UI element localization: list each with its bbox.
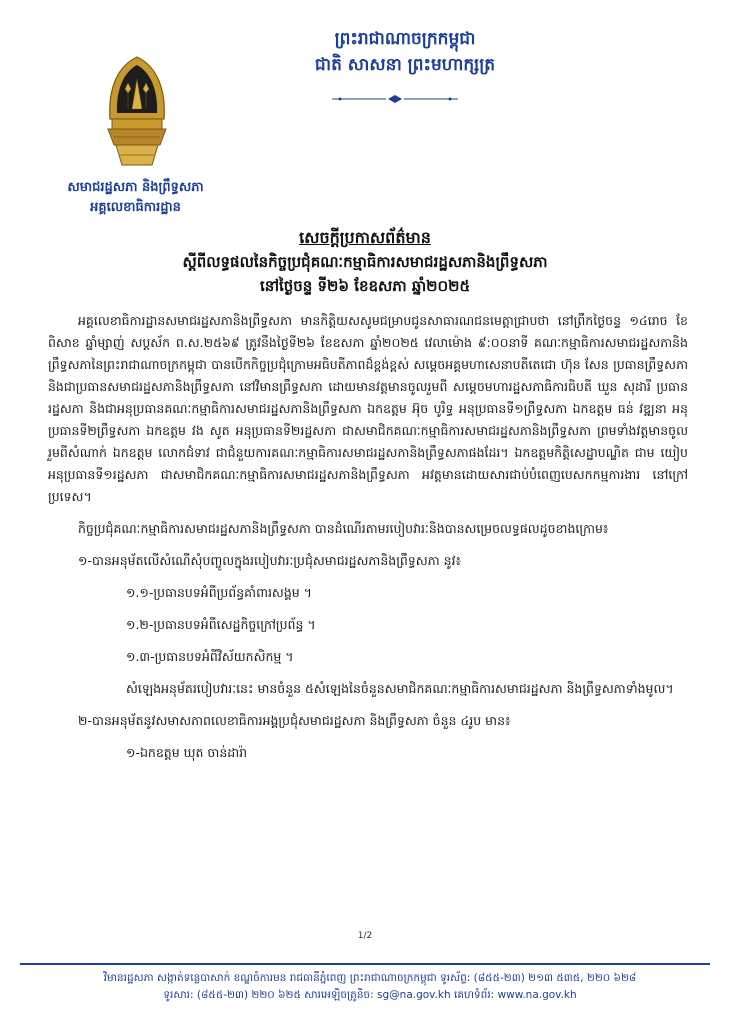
kingdom-motto-line2: ជាតិ សាសនា ព្រះមហាក្សត្រ [314, 55, 496, 75]
document-body [48, 310, 688, 774]
list-item-1-2: ១.២-ប្រធានបទអំពីសេដ្ឋកិច្ចក្រៅប្រព័ន្ធ ។ [126, 617, 316, 632]
footer-contact [60, 970, 680, 1004]
ornament-divider-icon [330, 94, 460, 104]
parliament-emblem-icon [102, 53, 172, 171]
footer-divider [20, 963, 710, 965]
list-item-2: ២-បានអនុម័តនូវសមាសភាពលេខាធិការអង្គប្រជុំសមាជរដ្ឋសភា និងព្រឹទ្ធសភា ចំនួន ៤រូប មាន៖ [78, 713, 511, 728]
document-title [150, 226, 580, 298]
sender-block [18, 178, 253, 218]
sender-line1: សមាជរដ្ឋសភា និងព្រឹទ្ធសភា [67, 180, 204, 195]
sender-line2: អគ្គលេខាធិការដ្ឋាន [90, 200, 181, 215]
footer-address: វិមានរដ្ឋសភា សង្កាត់ទន្លេបាសាក់ ខណ្ឌចំការមន រាជធានីភ្នំពេញ ព្រះរាជាណាចក្រកម្ពុជា ទូរស័ព្ទ: (៨៥៥-២៣) ២១៣ ៥៣៥, ២២០ ៦២៨ [103, 972, 637, 984]
page-number: 1/2 [357, 931, 373, 941]
kingdom-motto-line1: ព្រះរាជាណាចក្រកម្ពុជា [334, 29, 476, 49]
title-sub2: នៅថ្ងៃចន្ទ ទី២៦ ខែឧសភា ឆ្នាំ២០២៥ [259, 277, 471, 295]
list-item-1-1: ១.១-ប្រធានបទអំពីប្រព័ន្ធគាំពារសង្គម ។ [126, 585, 312, 600]
paragraph-2: កិច្ចប្រជុំគណៈកម្មាធិការសមាជរដ្ឋសភានិងព្រឹទ្ធសភា បានដំណើរតាមរបៀបវារៈនិងបានសម្រេចលទ្ធផលដូចខាងក្រោម៖ [78, 521, 609, 536]
paragraph-1: អគ្គលេខាធិការដ្ឋានសមាជរដ្ឋសភានិងព្រឹទ្ធសភា មានកិត្តិយសសូមជម្រាបជូនសាធារណជនមេត្តាជ្រាបថា នៅព្រឹកថ្ងៃចន្ទ ១៤រោច ខែពិសាខ ឆ្នាំម្សាញ់ សប្តស័ក ព.ស.២៥៦៩ ត្រូវនឹងថ្ងៃទី២៦ ខែឧសភា ឆ្នាំ២០២៥ វេលាម៉ោង ៩:០០នាទី គណៈកម្មាធិការសមាជរដ្ឋសភានិងព្រឹទ្ធសភានៃព្រះរាជាណាចក្រកម្ពុជា បានបើកកិច្ចប្រជុំក្រោមអធិបតីភាពដ៏ខ្ពង់ខ្ពស់ សម្តេចអគ្គមហាសេនាបតីតេជោ ហ៊ុន សែន ប្រធានព្រឹទ្ធសភា និងជាប្រធានសមាជរដ្ឋសភានិងព្រឹទ្ធសភា នៅវិមានព្រឹទ្ធសភា ដោយមានវត្តមានចូលរួមពី សម្តេចមហារដ្ឋសភាធិការធិបតី ឃួន សុដារី ប្រធានរដ្ឋសភា និងជាអនុប្រធានគណៈកម្មាធិការសមាជរដ្ឋសភានិងព្រឹទ្ធសភា ឯកឧត្តម អ៊ុច បូរិទ្ធ អនុប្រធានទី១ព្រឹទ្ធសភា ឯកឧត្តម ធន់ វឌ្ឍនា អនុប្រធានទី២ព្រឹទ្ធសភា ឯកឧត្តម វង សូត អនុប្រធានទី២រដ្ឋសភា ជាសមាជិកគណៈកម្មាធិការសមាជរដ្ឋសភានិងព្រឹទ្ធសភា ព្រមទាំងវត្តមានចូលរួមពីសំណាក់ ឯកឧត្តម លោកជំទាវ ជាជំនួយការគណៈកម្មាធិការសមាជរដ្ឋសភានិងព្រឹទ្ធសភាផងដែរ។ ឯកឧត្តមកិត្តិសេដ្ឋាបណ្ឌិត ជាម យៀប អនុប្រធានទី១រដ្ឋសភា ជាសមាជិកគណៈកម្មាធិការសមាជរដ្ឋសភានិងព្រឹទ្ធសភា អវត្តមានដោយសារជាប់បំពេញបេសកកម្មការងារ នៅក្រៅប្រទេស។ [48, 313, 688, 504]
list-item-1-3: ១.៣-ប្រធានបទអំពីវិស័យកសិកម្ម ។ [126, 649, 294, 664]
footer-contacts: ទូរសារ: (៨៥៥-២៣) ២២០ ៦២៥ សារអេឡិចត្រូនិច: sg@na.gov.kh គេហទំព័រ: www.na.gov.kh [163, 989, 577, 1001]
kingdom-header [240, 26, 570, 78]
title-main: សេចក្តីប្រកាសព័ត៌មាន [299, 228, 431, 247]
list-item-1-note: សំឡេងអនុម័តរបៀបវារៈនេះ មានចំនួន ៥សំឡេងនៃចំនួនសមាជិកគណៈកម្មាធិការសមាជរដ្ឋសភា និងព្រឹទ្ធសភាទាំងមូល។ [126, 681, 674, 696]
title-sub1: ស្តីពីលទ្ធផលនៃកិច្ចប្រជុំគណៈកម្មាធិការសមាជរដ្ឋសភានិងព្រឹទ្ធសភា [182, 253, 548, 271]
list-item-2-1: ១-ឯកឧត្តម ឃុត ចាន់ដារ៉ា [126, 745, 248, 760]
list-item-1: ១-បានអនុម័តលើសំណើសុំបញ្ចូលក្នុងរបៀបវារៈប្រជុំសមាជរដ្ឋសភានិងព្រឹទ្ធសភា នូវ៖ [78, 553, 461, 568]
